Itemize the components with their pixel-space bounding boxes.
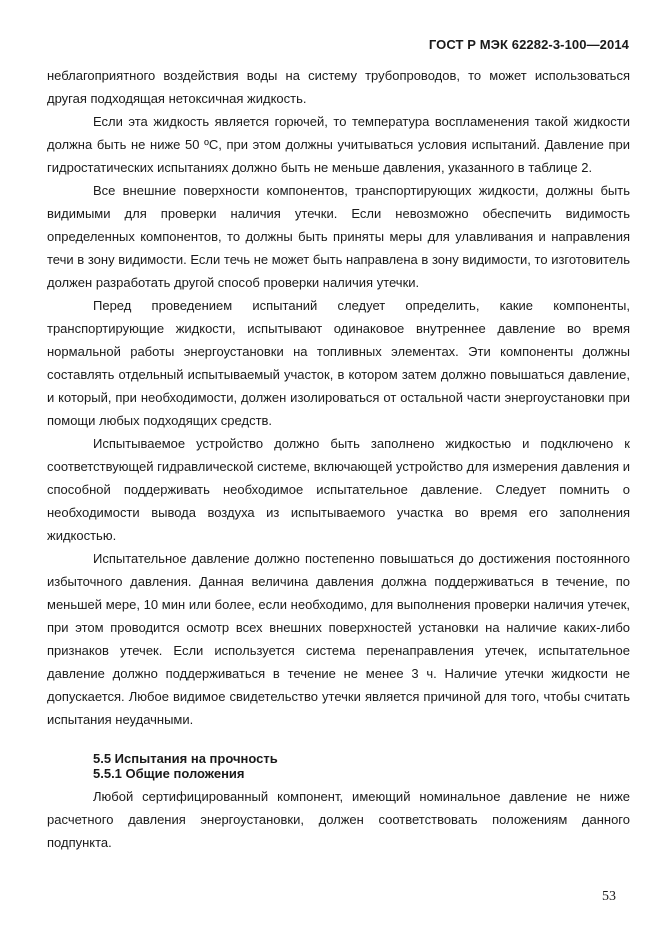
section-heading: 5.5 Испытания на прочность — [93, 751, 278, 766]
paragraph-test-pressure: Испытательное давление должно постепенно повышаться до достижения постоянного избыточного давления. Данная величина давления должна поддерживаться в течение, по меньшей мере, 10 мин или более, если необходимо, для выполнения проверки наличия утечек, при этом проводится осмотр всех внешних поверхностей установки на наличие каких-либо признаков утечек. Если используется система перенаправления утечек, испытательное давление должно поддерживаться в течение не менее 3 ч. Наличие утечки жидкости не допускается. Любое видимое свидетельство утечки является причиной для того, чтобы считать испытания неудачными. — [47, 551, 630, 727]
paragraph-continuation: неблагоприятного воздействия воды на систему трубопроводов, то может использоваться другая подходящая нетоксичная жидкость. — [47, 68, 630, 106]
paragraph-filling: Испытываемое устройство должно быть заполнено жидкостью и подключено к соответствующей гидравлической системе, включающей устройство для измерения давления и способной поддерживать необходимое испытательное давление. Следует помнить о необходимости вывода воздуха из испытываемого участка во время его заполнения жидкостью. — [47, 436, 630, 543]
subsection-heading: 5.5.1 Общие положения — [93, 766, 245, 781]
paragraph-strength-general: Любой сертифицированный компонент, имеющий номинальное давление не ниже расчетного давления энергоустановки, должен соответствовать положениям данного подпункта. — [47, 789, 630, 850]
page-number: 53 — [602, 889, 616, 904]
paragraph-test-sections: Перед проведением испытаний следует определить, какие компоненты, транспортирующие жидкости, испытывают одинаковое внутреннее давление во время нормальной работы энергоустановки на топливных элементах. Эти компоненты должны составлять отдельный испытываемый участок, в котором затем должно повышаться давление, и который, при необходимости, должен изолироваться от остальной части энергоустановки при помощи любых подходящих средств. — [47, 298, 630, 428]
standard-header: ГОСТ Р МЭК 62282-3-100—2014 — [428, 37, 629, 52]
section-heading-block — [47, 751, 630, 781]
body-text — [47, 64, 630, 854]
paragraph-visibility: Все внешние поверхности компонентов, транспортирующих жидкости, должны быть видимыми для проверки наличия утечки. Если невозможно обеспечить видимость определенных компонентов, то должны быть приняты меры для улавливания и направления течи в зону видимости. Если течь не может быть направлена в зону видимости, то изготовитель должен разработать другой способ проверки наличия утечки. — [47, 183, 630, 290]
paragraph-flammability: Если эта жидкость является горючей, то температура воспламенения такой жидкости должна быть не ниже 50 ºС, при этом должны учитываться условия испытаний. Давление при гидростатических испытаниях должно быть не меньше давления, указанного в таблице 2. — [47, 114, 630, 175]
